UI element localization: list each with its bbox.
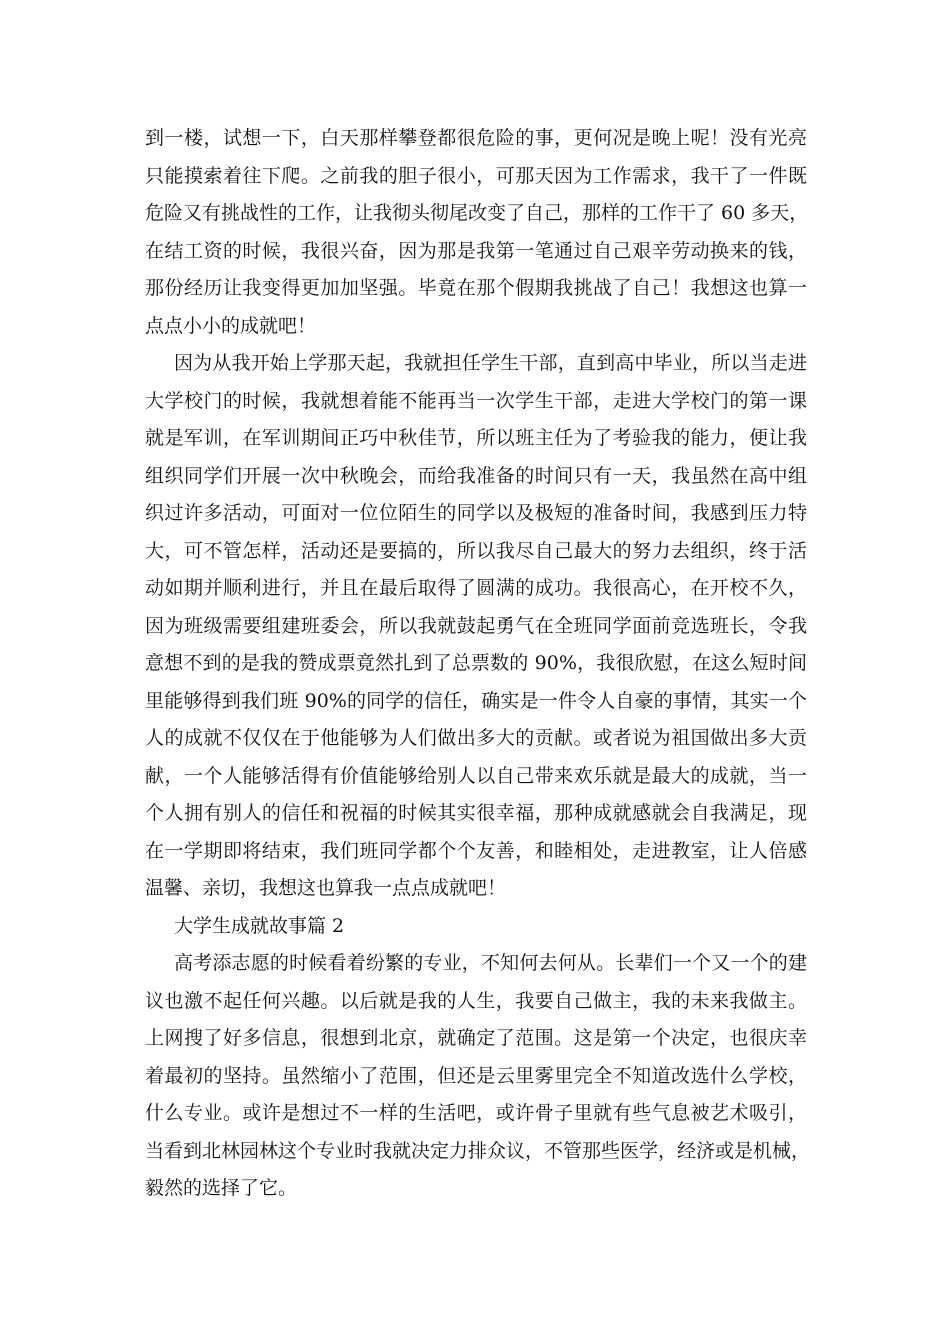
text-line: 当看到北林园林这个专业时我就决定力排众议，不管那些医学，经济或是机械， (145, 1139, 811, 1162)
text-line: 上网搜了好多信息，很想到北京，就确定了范围。这是第一个决定，也很庆幸 (145, 1027, 807, 1049)
text-line: 点点小小的成就吧！ (145, 314, 317, 337)
text-line: 到一楼，试想一下，白天那样攀登都很危险的事，更何况是晚上呢！没有光亮 (145, 127, 807, 149)
text-line: 人的成就不仅仅在于他能够为人们做出多大的贡献。或者说为祖国做出多大贡 (145, 727, 807, 749)
text-line: 只能摸索着往下爬。之前我的胆子很小，可那天因为工作需求，我干了一件既 (145, 164, 807, 187)
text-line: 意想不到的是我的赞成票竟然扎到了总票数的 90%，我很欣慰，在这么短时间 (145, 652, 807, 674)
text-line: 温馨、亲切，我想这也算我一点点成就吧！ (145, 877, 507, 899)
paragraph-first-line: 因为从我开始上学那天起，我就担任学生干部，直到高中毕业，所以当走进 (174, 352, 807, 374)
text-line: 献，一个人能够活得有价值能够给别人以自己带来欢乐就是最大的成就，当一 (145, 764, 807, 787)
section-heading: 大学生成就故事篇 2 (174, 914, 345, 937)
text-line: 里能够得到我们班 90%的同学的信任，确实是一件令人自豪的事情，其实一个 (145, 689, 807, 712)
text-line: 着最初的坚持。虽然缩小了范围，但还是云里雾里完全不知道改选什么学校， (145, 1064, 807, 1087)
text-line: 危险又有挑战性的工作，让我彻头彻尾改变了自己，那样的工作干了 60 多天， (145, 202, 809, 224)
text-line: 什么专业。或许是想过不一样的生活吧，或许骨子里就有些气息被艺术吸引， (145, 1102, 807, 1124)
text-line: 个人拥有别人的信任和祝福的时候其实很幸福，那种成就感就会自我满足，现 (145, 802, 807, 824)
text-line: 就是军训，在军训期间正巧中秋佳节，所以班主任为了考验我的能力，便让我 (145, 427, 807, 449)
document-body (145, 120, 811, 1208)
text-line: 组织同学们开展一次中秋晚会，而给我准备的时间只有一天，我虽然在高中组 (145, 464, 807, 487)
paragraph-first-line: 高考添志愿的时候看着纷繁的专业，不知何去何从。长辈们一个又一个的建 (174, 952, 807, 974)
text-line: 因为班级需要组建班委会，所以我就鼓起勇气在全班同学面前竞选班长，令我 (145, 614, 807, 637)
text-line: 大学校门的时候，我就想着能不能再当一次学生干部，走进大学校门的第一课 (145, 389, 807, 412)
text-line: 大，可不管怎样，活动还是要搞的，所以我尽自己最大的努力去组织，终于活 (145, 539, 807, 562)
text-line: 动如期并顺利进行，并且在最后取得了圆满的成功。我很高心，在开校不久， (145, 577, 807, 599)
text-line: 在一学期即将结束，我们班同学都个个友善，和睦相处，走进教室，让人倍感 (145, 839, 807, 862)
text-line: 在结工资的时候，我很兴奋，因为那是我第一笔通过自己艰辛劳动换来的钱， (145, 239, 807, 262)
text-line: 那份经历让我变得更加加坚强。毕竟在那个假期我挑战了自己！我想这也算一 (145, 277, 807, 299)
text-line: 议也激不起任何兴趣。以后就是我的人生，我要自己做主，我的未来我做主。 (145, 989, 807, 1012)
text-line: 织过许多活动，可面对一位位陌生的同学以及极短的准备时间，我感到压力特 (145, 502, 807, 524)
text-line: 毅然的选择了它。 (145, 1177, 298, 1199)
